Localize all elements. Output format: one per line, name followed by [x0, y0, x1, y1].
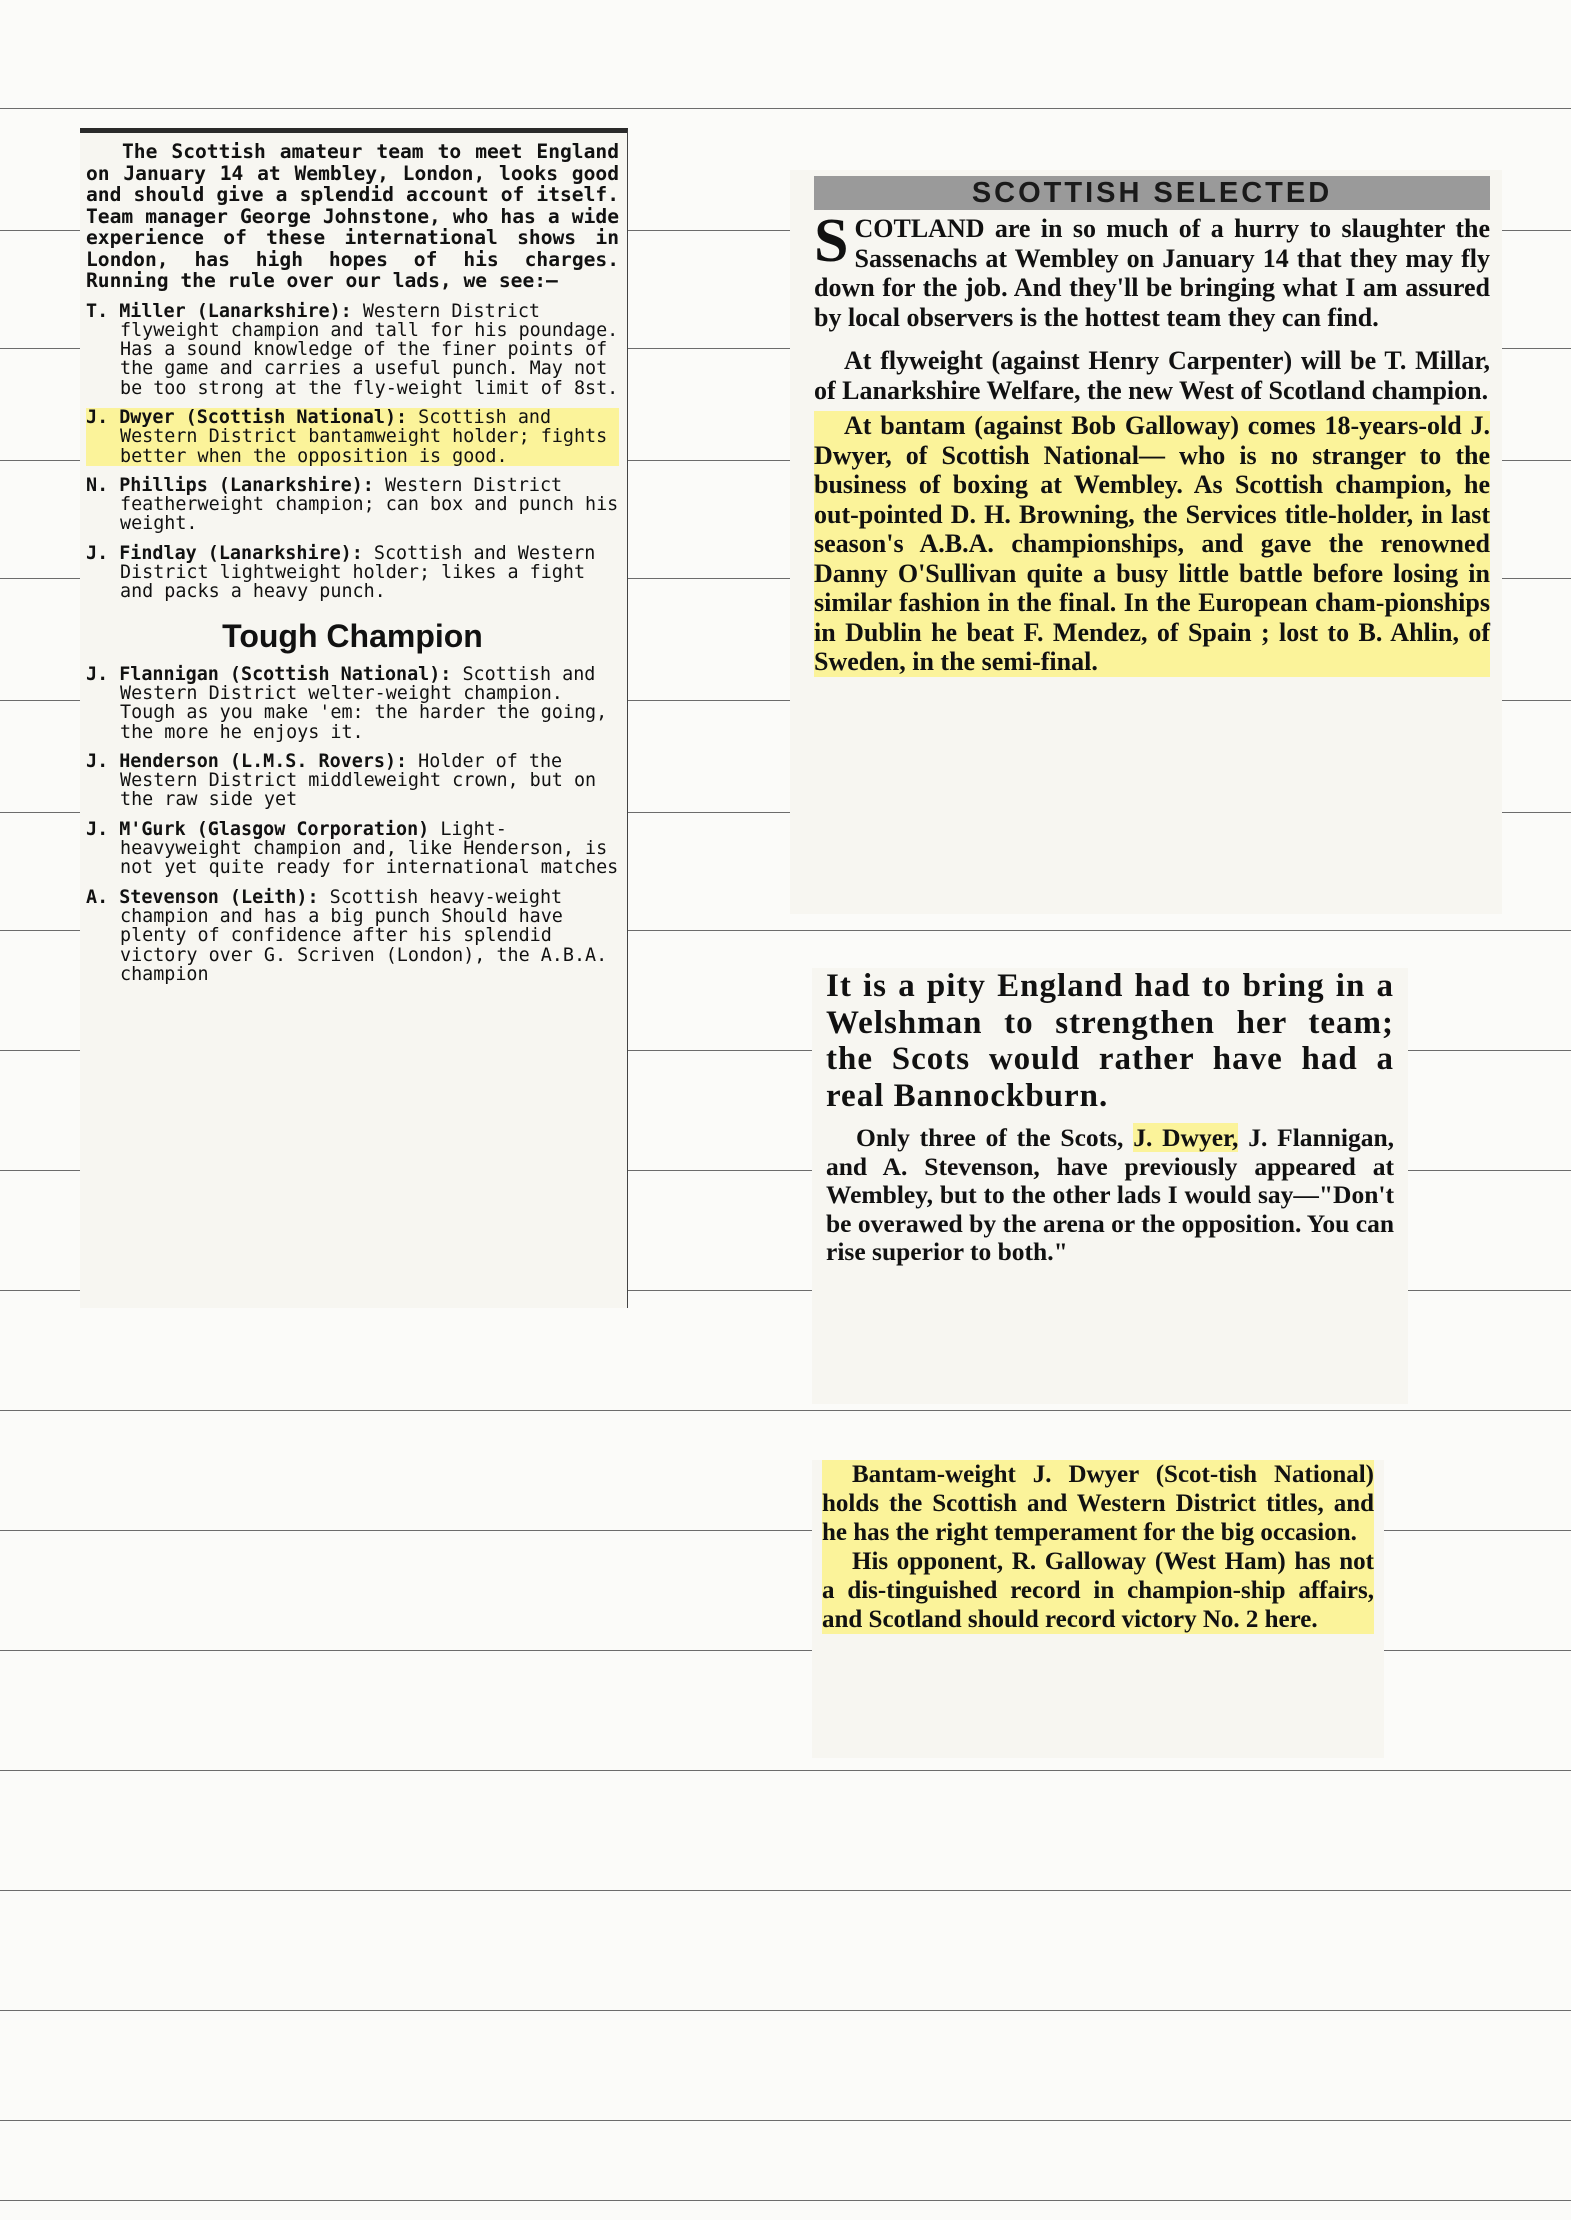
ruled-line [0, 2200, 1571, 2201]
paragraph-bantam: At bantam (against Bob Galloway) comes 18-years-old J. Dwyer, of Scottish National— who is no stranger to the business of boxing at Wembley. As Scottish champion, he out-pointed D. H. Browning, the Services title-holder, in last season's A.B.A. championships, and gave the renowned Danny O'Sullivan quite a busy little battle before losing in similar fashion in the final. In the European cham-pionships in Dublin he beat F. Mendez, of Spain ; lost to B. Ahlin, of Sweden, in the semi-final. [814, 411, 1490, 676]
ruled-line [0, 2010, 1571, 2011]
ruled-line [0, 2120, 1571, 2121]
paragraph-galloway: His opponent, R. Galloway (West Ham) has not a dis-tinguished record in champion-ship affairs, and Scotland should record victory No. 2 here. [822, 1548, 1374, 1633]
entry-mgurk: J. M'Gurk (Glasgow Corporation) Light-heavyweight champion and, like Henderson, is not yet quite ready for international matches [86, 818, 619, 879]
entry-flannigan: J. Flannigan (Scottish National): Scottish and Western District welter-weight champion. Tough as you make 'em: the harder the going, the more he enjoys it. [86, 663, 608, 743]
entry-findlay: J. Findlay (Lanarkshire): Scottish and Western District lightweight holder; likes a fight and packs a heavy punch. [86, 542, 596, 603]
clipping-scottish-selected [790, 170, 1502, 914]
lead-paragraph: It is a pity England had to bring in a Welshman to strengthen her team; the Scots would rather have had a real Bannockburn. [826, 968, 1394, 1114]
paragraph-intro: SCOTLAND are in so much of a hurry to slaughter the Sassenachs at Wembley on January 14 that they may fly down for the job. And they'll be bringing what I am assured by local observers is the hottest team they can find. [814, 207, 1490, 332]
entry-dwyer: J. Dwyer (Scottish National): Scottish and Western District bantamweight holder; fights better when the opposition is good. [86, 408, 619, 466]
entry-miller: T. Miller (Lanarkshire): Western District flyweight champion and tall for his poundage. Has a sound knowledge of the finer points of the game and carries a useful punch. May not be too strong at the fly-weight limit of 8st. [86, 300, 619, 399]
subheading-tough-champion: Tough Champion [222, 617, 483, 654]
entry-henderson: J. Henderson (L.M.S. Rovers): Holder of the Western District middleweight crown, but on the raw side yet [86, 750, 597, 811]
ruled-line [0, 1890, 1571, 1891]
entry-stevenson: A. Stevenson (Leith): Scottish heavy-weight champion and has a big punch Should have plenty of confidence after his splendid victory over G. Scriven (London), the A.B.A. champion [86, 886, 608, 985]
ruled-line [0, 108, 1571, 109]
ruled-line [0, 1410, 1571, 1411]
intro-paragraph: The Scottish amateur team to meet England on January 14 at Wembley, London, looks good and should give a splendid account of itself. Team manager George Johnstone, who has a wide experience of these international shows in London, has high hopes of his charges. Running the rule over our lads, we see:— [86, 140, 619, 292]
entry-phillips: N. Phillips (Lanarkshire): Western District featherweight champion; can box and punch his weight. [86, 474, 619, 535]
clipping-team-preview [80, 128, 628, 1308]
clipping-bantamweight-dwyer [812, 1460, 1384, 1758]
ruled-line [0, 1770, 1571, 1771]
body-paragraph: Only three of the Scots, J. Dwyer, J. Flannigan, and A. Stevenson, have previously appeared at Wembley, but to the other lads I would say—"Don't be overawed by the arena or the opposition. You can rise superior to both." [826, 1123, 1395, 1266]
paragraph-flyweight: At flyweight (against Henry Carpenter) will be T. Millar, of Lanarkshire Welfare, the new West of Scotland champion. [814, 346, 1490, 405]
paragraph-dwyer: Bantam-weight J. Dwyer (Scot-tish National) holds the Scottish and Western District titles, and he has the right temperament for the big occasion. [822, 1461, 1374, 1546]
clipping-bannockburn [812, 968, 1408, 1404]
highlight-dwyer: J. Dwyer, [1133, 1123, 1239, 1152]
clipping-heading: SCOTTISH SELECTED [814, 176, 1490, 210]
